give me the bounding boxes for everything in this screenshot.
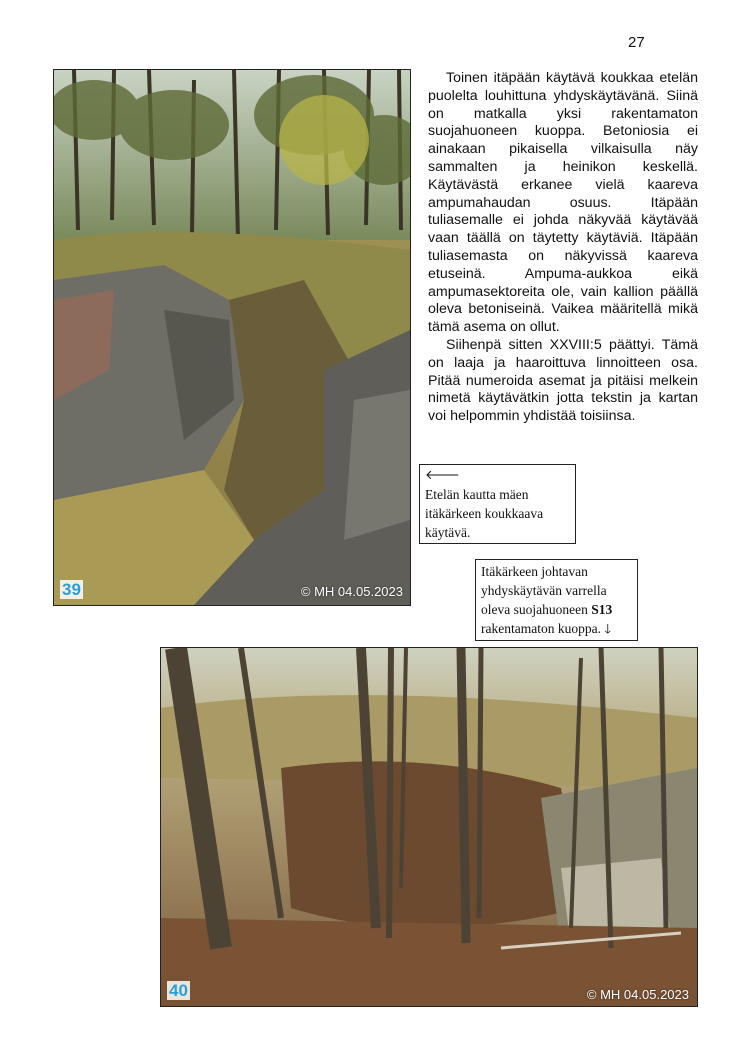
caption-photo-39 [419, 464, 576, 544]
photo-number-40: 40 [169, 981, 188, 1000]
photo-40 [160, 647, 698, 1007]
photo-39-image [54, 70, 410, 605]
caption-bold-label: S13 [591, 602, 613, 617]
caption-text-start: Itäkärkeen johtavan yhdyskäytävän varrella oleva suojahuoneen [481, 564, 607, 617]
photo-number-39: 39 [62, 580, 81, 599]
paragraph-2: Siihenpä sitten XXVIII:5 päättyi. Tämä on laaja ja haaroittuva linnoitteen osa. Pitää numeroida asemat ja pitäisi melkein nimetä käytävätkin jotta tekstin ja kartan voi helpommin yhdistää toisiinsa. [428, 336, 698, 425]
caption-text-end: rakentamaton kuoppa. [481, 621, 601, 636]
arrow-left-icon: 🡐 [425, 468, 460, 483]
photo-40-image [161, 648, 697, 1006]
caption-text: Etelän kautta mäen itäkärkeen koukkaava käytävä. [425, 487, 544, 540]
page-number: 27 [628, 34, 645, 51]
photo-credit-39: © MH 04.05.2023 [300, 584, 403, 599]
photo-39 [53, 69, 411, 606]
photo-credit-40: © MH 04.05.2023 [586, 987, 689, 1002]
caption-photo-40 [475, 559, 638, 641]
paragraph-1: Toinen itäpään käytävä koukkaa etelän puolelta louhittuna yhdyskäytävänä. Siinä on matkalla yksi rakentamaton suojahuoneen kuoppa. Betoniosia ei ainakaan pikaisella vilkaisulla näy sammalten ja heinikon keskellä. Käytävästä erkanee vielä kaareva ampumahaudan osuus. Itäpään tuliasemalle ei johda näkyvää käytävää vaan täällä on täytetty käytäviä. Itäpään tuliasemasta on näkyvissä kaareva etuseinä. Ampuma-aukkoa eikä ampumasektoreita ole, vain kallion päällä oleva betoniseinä. Vaikea määritellä mikä tämä asema on ollut. [428, 70, 698, 336]
arrow-down-icon: 🡓 [604, 622, 612, 637]
body-text [428, 70, 698, 426]
